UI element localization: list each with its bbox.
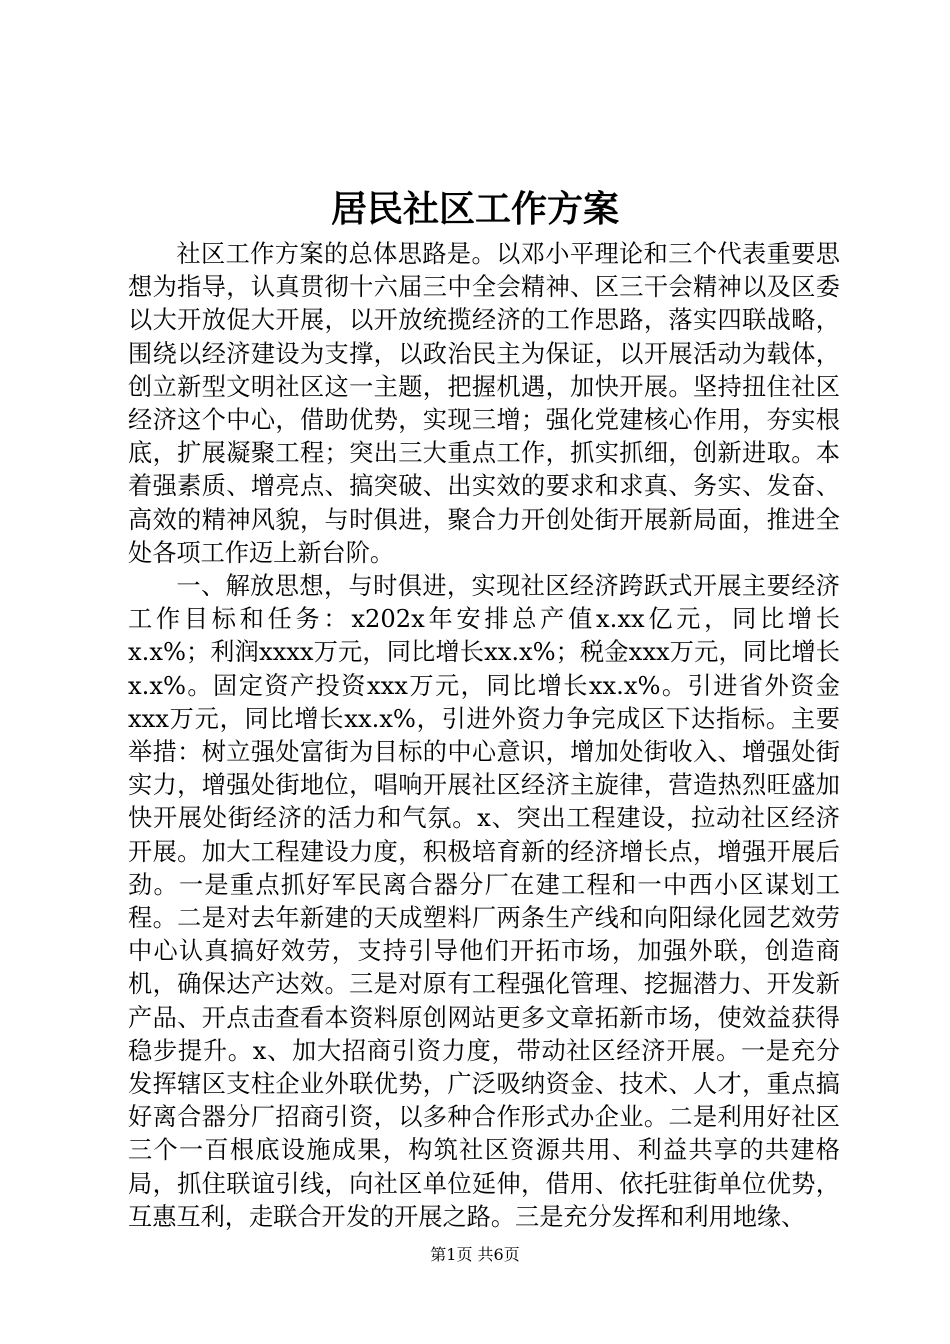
page-footer [0, 1244, 950, 1266]
paragraph-overview: 社区工作方案的总体思路是。以邓小平理论和三个代表重要思想为指导，认真贯彻十六届三中全会精神、区三干会精神以及区委以大开放促大开展，以开放统揽经济的工作思路，落实四联战略，围绕以经济建设为支撑，以政治民主为保证，以开展活动为载体，创立新型文明社区这一主题，把握机遇，加快开展。坚持扭住社区经济这个中心，借助优势，实现三增；强化党建核心作用，夯实根底，扩展凝聚工程；突出三大重点工作，抓实抓细，创新进取。本着强素质、增亮点、搞突破、出实效的要求和求真、务实、发奋、高效的精神风貌，与时俱进，聚合力开创处街开展新局面，推进全处各项工作迈上新台阶。 [128, 240, 840, 567]
page-number: 第1页 共6页 [430, 1245, 520, 1264]
document-body [128, 238, 840, 1234]
paragraph-section-one: 一、解放思想，与时俱进，实现社区经济跨跃式开展主要经济工作目标和任务：x202x年安排总产值x.xx亿元，同比增长x.x%；利润xxxx万元，同比增长xx.x%；税金xxx万元，同比增长x.x%。固定资产投资xxx万元，同比增长xx.x%。引进省外资金xxx万元，同比增长xx.x%，引进外资力争完成区下达指标。主要举措：树立强处富街为目标的中心意识，增加处街收入、增强处街实力，增强处街地位，唱响开展社区经济主旋律，营造热烈旺盛加快开展处街经济的活力和气氛。x、突出工程建设，拉动社区经济开展。加大工程建设力度，积极培育新的经济增长点，增强开展后劲。一是重点抓好军民离合器分厂在建工程和一中西小区谋划工程。二是对去年新建的天成塑料厂两条生产线和向阳绿化园艺效劳中心认真搞好效劳，支持引导他们开拓市场，加强外联，创造商机，确保达产达效。三是对原有工程强化管理、挖掘潜力、开发新产品、开点击查看本资料原创网站更多文章拓新市场，使效益获得稳步提升。x、加大招商引资力度，带动社区经济开展。一是充分发挥辖区支柱企业外联优势，广泛吸纳资金、技术、人才，重点搞好离合器分厂招商引资，以多种合作形式办企业。二是利用好社区三个一百根底设施成果，构筑社区资源共用、利益共享的共建格局，抓住联谊引线，向社区单位延伸，借用、依托驻街单位优势，互惠互利，走联合开发的开展之路。三是充分发挥和利用地缘、 [128, 572, 840, 1231]
document-title: 居民社区工作方案 [330, 188, 619, 230]
